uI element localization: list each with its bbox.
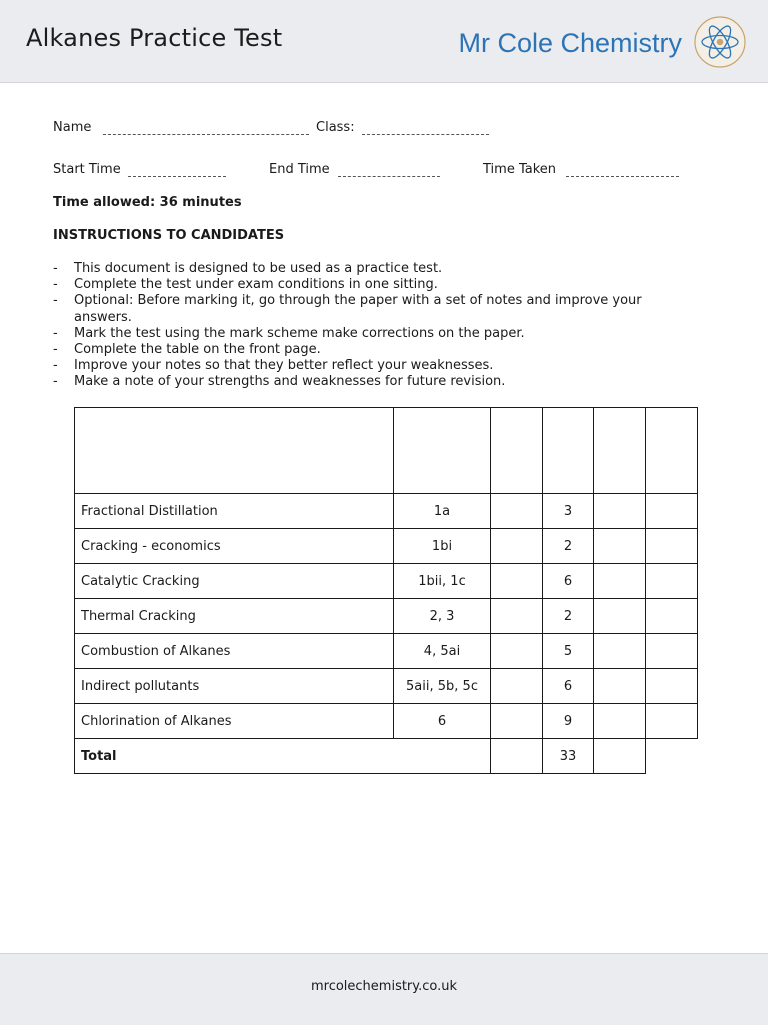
marks-cell: 2 [543,599,594,634]
marks-cell: 6 [543,564,594,599]
table-row [75,634,698,669]
header-cell [646,408,698,494]
score-cell[interactable] [491,634,543,669]
instruction-item: - Optional: Before marking it, go through the paper with a set of notes and improve your answers. [53,293,642,325]
instruction-item: - Mark the test using the mark scheme make corrections on the paper. [53,325,525,341]
time-taken-line[interactable] [566,176,679,177]
blank-cell[interactable] [594,634,646,669]
blank-cell[interactable] [646,634,698,669]
marks-cell: 6 [543,669,594,704]
name-line[interactable] [103,134,309,135]
score-cell[interactable] [491,704,543,739]
instructions-title: INSTRUCTIONS TO CANDIDATES [53,228,285,243]
instruction-item: - Complete the table on the front page. [53,342,321,358]
header-cell [543,408,594,494]
topic-cell: Combustion of Alkanes [75,634,394,669]
page-footer [0,953,768,1025]
topic-cell: Thermal Cracking [75,599,394,634]
instruction-item: - Make a note of your strengths and weaknesses for future revision. [53,374,506,390]
end-time-label: End Time [269,162,330,177]
blank-cell[interactable] [646,529,698,564]
blank-cell[interactable] [646,599,698,634]
time-allowed: Time allowed: 36 minutes [53,195,242,210]
table-header-row [75,408,698,494]
marks-cell: 5 [543,634,594,669]
question-cell: 6 [394,704,491,739]
topic-table [74,407,698,774]
marks-cell: 2 [543,529,594,564]
total-blank-cell[interactable] [594,739,646,774]
topic-cell: Chlorination of Alkanes [75,704,394,739]
instruction-item: - Improve your notes so that they better reflect your weaknesses. [53,358,494,374]
table-row [75,704,698,739]
start-time-label: Start Time [53,162,121,177]
blank-cell[interactable] [594,669,646,704]
instruction-item: - Complete the test under exam conditions in one sitting. [53,277,438,293]
topic-cell: Indirect pollutants [75,669,394,704]
topic-cell: Catalytic Cracking [75,564,394,599]
end-time-line[interactable] [338,176,440,177]
document-title: Alkanes Practice Test [26,24,283,52]
question-cell: 5aii, 5b, 5c [394,669,491,704]
table-row [75,529,698,564]
blank-cell[interactable] [594,599,646,634]
blank-cell[interactable] [646,669,698,704]
score-cell[interactable] [491,564,543,599]
question-cell: 1bi [394,529,491,564]
page-header [0,0,768,83]
blank-cell[interactable] [646,564,698,599]
question-cell: 4, 5ai [394,634,491,669]
empty-cell [646,739,698,774]
score-cell[interactable] [491,494,543,529]
topic-cell: Fractional Distillation [75,494,394,529]
table-row [75,669,698,704]
blank-cell[interactable] [594,564,646,599]
footer-url[interactable]: mrcolechemistry.co.uk [310,979,458,994]
total-marks-cell: 33 [543,739,594,774]
marks-cell: 9 [543,704,594,739]
blank-cell[interactable] [594,494,646,529]
instruction-item: - This document is designed to be used as a practice test. [53,261,443,276]
class-line[interactable] [362,134,489,135]
name-label: Name [53,120,92,135]
question-cell: 1bii, 1c [394,564,491,599]
blank-cell[interactable] [594,529,646,564]
score-cell[interactable] [491,599,543,634]
start-time-line[interactable] [128,176,226,177]
total-row [75,739,698,774]
blank-cell[interactable] [646,494,698,529]
header-cell [394,408,491,494]
topic-cell: Cracking - economics [75,529,394,564]
question-cell: 2, 3 [394,599,491,634]
header-cell [594,408,646,494]
instructions-list [53,261,693,391]
question-cell: 1a [394,494,491,529]
brand-name: Mr Cole Chemistry [458,28,682,58]
header-cell [75,408,394,494]
blank-cell[interactable] [594,704,646,739]
total-score-cell[interactable] [491,739,543,774]
marks-cell: 3 [543,494,594,529]
total-label: Total [75,739,491,774]
table-row [75,564,698,599]
class-label: Class: [316,120,355,135]
table-row [75,599,698,634]
header-cell [491,408,543,494]
blank-cell[interactable] [646,704,698,739]
atom-icon [694,16,746,68]
score-cell[interactable] [491,529,543,564]
score-cell[interactable] [491,669,543,704]
table-row [75,494,698,529]
time-taken-label: Time Taken [483,162,557,177]
